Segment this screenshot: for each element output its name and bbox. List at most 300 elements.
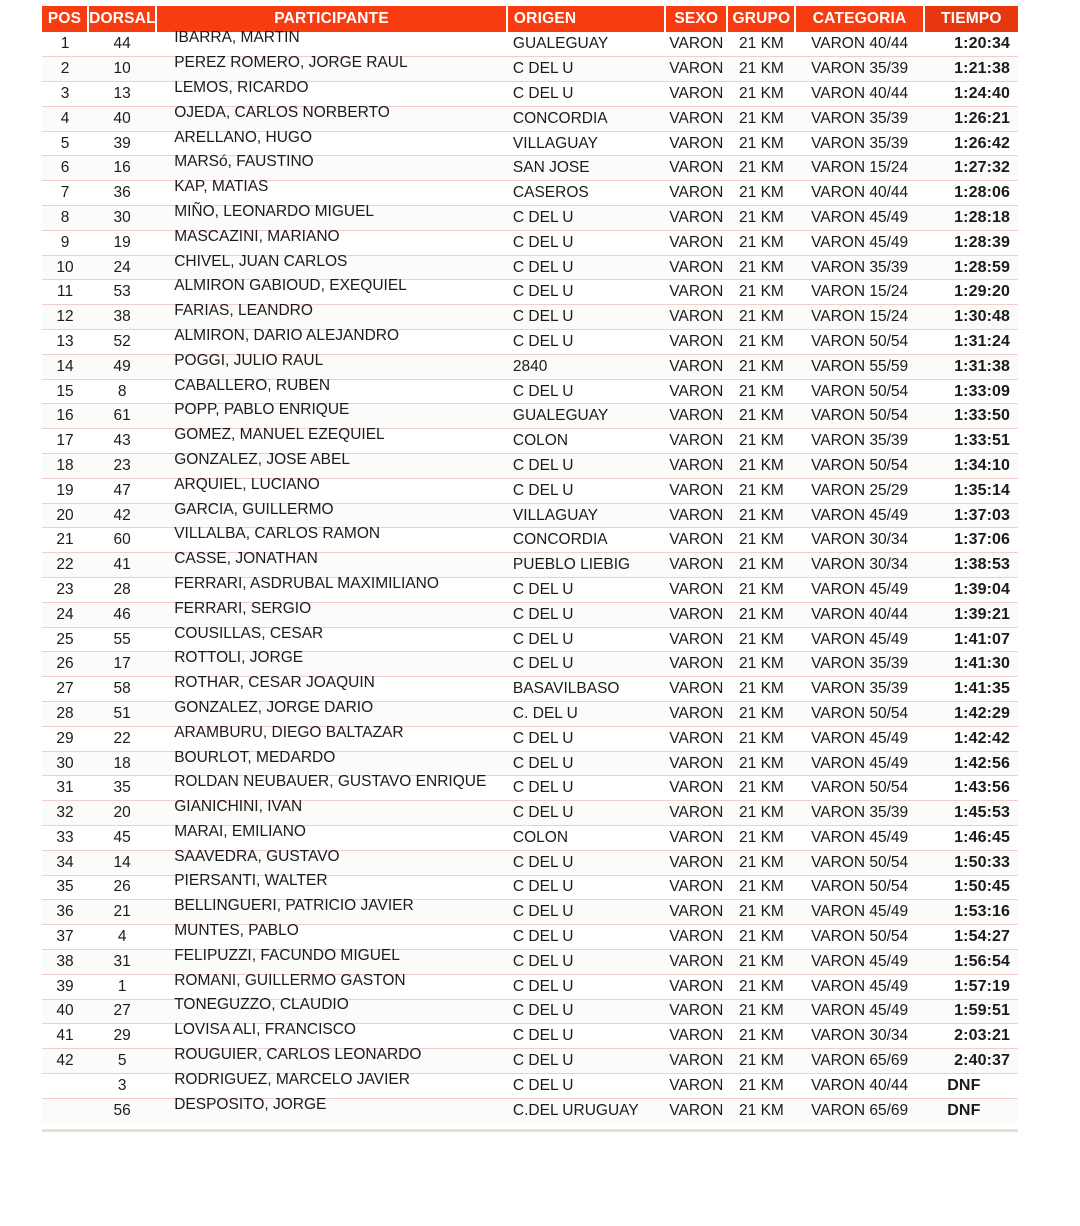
cell-categoria: VARON 45/49: [795, 230, 923, 255]
cell-dorsal: 3: [88, 1073, 156, 1098]
cell-sexo: VARON: [665, 627, 727, 652]
cell-tiempo: 1:41:07: [924, 627, 1018, 652]
cell-categoria: VARON 35/39: [795, 57, 923, 82]
cell-sexo: VARON: [665, 131, 727, 156]
cell-grupo: 21 KM: [727, 230, 795, 255]
participant-name: ARELLANO, HUGO: [174, 128, 313, 146]
cell-categoria: VARON 30/34: [795, 1024, 923, 1049]
cell-sexo: VARON: [665, 528, 727, 553]
cell-grupo: 21 KM: [727, 875, 795, 900]
participant-name: LEMOS, RICARDO: [174, 78, 309, 96]
table-row[interactable]: [42, 305, 1018, 330]
table-row[interactable]: [42, 875, 1018, 900]
cell-pos: 15: [42, 379, 88, 404]
table-row[interactable]: [42, 949, 1018, 974]
cell-tiempo: 2:40:37: [924, 1049, 1018, 1074]
cell-tiempo: 1:37:03: [924, 503, 1018, 528]
cell-categoria: VARON 40/44: [795, 181, 923, 206]
cell-origen: C DEL U: [507, 280, 665, 305]
cell-sexo: VARON: [665, 850, 727, 875]
column-header-dorsal[interactable]: DORSAL: [88, 6, 156, 32]
cell-categoria: VARON 45/49: [795, 726, 923, 751]
cell-tiempo: 1:50:33: [924, 850, 1018, 875]
cell-sexo: VARON: [665, 454, 727, 479]
table-row[interactable]: [42, 206, 1018, 231]
table-row[interactable]: [42, 553, 1018, 578]
cell-sexo: VARON: [665, 553, 727, 578]
cell-tiempo: 1:35:14: [924, 478, 1018, 503]
cell-categoria: VARON 50/54: [795, 454, 923, 479]
cell-dorsal: 30: [88, 206, 156, 231]
cell-tiempo: DNF: [924, 1098, 1018, 1123]
participant-name: ROUGUIER, CARLOS LEONARDO: [174, 1046, 422, 1064]
cell-tiempo: 1:38:53: [924, 553, 1018, 578]
race-results-table: [42, 6, 1018, 1123]
table-row[interactable]: [42, 677, 1018, 702]
table-row[interactable]: [42, 776, 1018, 801]
cell-sexo: VARON: [665, 677, 727, 702]
cell-grupo: 21 KM: [727, 751, 795, 776]
cell-tiempo: 1:26:42: [924, 131, 1018, 156]
table-row[interactable]: [42, 404, 1018, 429]
cell-dorsal: 40: [88, 106, 156, 131]
table-row[interactable]: [42, 1049, 1018, 1074]
table-row[interactable]: [42, 330, 1018, 355]
cell-grupo: 21 KM: [727, 354, 795, 379]
cell-pos: 11: [42, 280, 88, 305]
cell-participante: [156, 946, 507, 974]
cell-origen: C DEL U: [507, 875, 665, 900]
table-row[interactable]: [42, 354, 1018, 379]
cell-sexo: VARON: [665, 478, 727, 503]
participant-name: TONEGUZZO, CLAUDIO: [174, 996, 349, 1014]
cell-origen: VILLAGUAY: [507, 131, 665, 156]
cell-grupo: 21 KM: [727, 602, 795, 627]
table-row[interactable]: [42, 131, 1018, 156]
cell-participante: [156, 302, 507, 330]
table-row[interactable]: [42, 751, 1018, 776]
cell-tiempo: 1:29:20: [924, 280, 1018, 305]
participant-name: CABALLERO, RUBEN: [174, 376, 331, 394]
participant-name: POGGI, JULIO RAUL: [174, 351, 324, 369]
cell-sexo: VARON: [665, 578, 727, 603]
cell-pos: 41: [42, 1024, 88, 1049]
cell-tiempo: 1:28:59: [924, 255, 1018, 280]
cell-tiempo: 1:41:35: [924, 677, 1018, 702]
table-row[interactable]: [42, 106, 1018, 131]
cell-participante: [156, 103, 507, 131]
cell-pos: 29: [42, 726, 88, 751]
cell-categoria: VARON 50/54: [795, 702, 923, 727]
cell-participante: [156, 54, 507, 82]
participant-name: MUNTES, PABLO: [174, 922, 299, 940]
cell-sexo: VARON: [665, 57, 727, 82]
table-row[interactable]: [42, 925, 1018, 950]
cell-participante: [156, 674, 507, 702]
cell-grupo: 21 KM: [727, 32, 795, 57]
cell-pos: 16: [42, 404, 88, 429]
cell-origen: C DEL U: [507, 602, 665, 627]
participant-name: PEREZ ROMERO, JORGE RAUL: [174, 54, 408, 72]
cell-participante: [156, 649, 507, 677]
cell-pos: 40: [42, 999, 88, 1024]
cell-dorsal: 31: [88, 949, 156, 974]
cell-tiempo: 1:46:45: [924, 826, 1018, 851]
table-body: [42, 29, 1018, 1123]
cell-grupo: 21 KM: [727, 801, 795, 826]
table-row[interactable]: [42, 379, 1018, 404]
cell-dorsal: 27: [88, 999, 156, 1024]
cell-pos: 38: [42, 949, 88, 974]
column-header-grupo[interactable]: GRUPO: [727, 6, 795, 32]
cell-dorsal: 16: [88, 156, 156, 181]
cell-dorsal: 46: [88, 602, 156, 627]
cell-dorsal: 39: [88, 131, 156, 156]
cell-tiempo: 1:42:56: [924, 751, 1018, 776]
table-row[interactable]: [42, 32, 1018, 57]
column-header-tiempo[interactable]: TIEMPO: [924, 6, 1018, 32]
table-row[interactable]: [42, 602, 1018, 627]
table-row[interactable]: [42, 429, 1018, 454]
table-row[interactable]: [42, 999, 1018, 1024]
table-row[interactable]: [42, 255, 1018, 280]
cell-pos: 14: [42, 354, 88, 379]
cell-grupo: 21 KM: [727, 974, 795, 999]
cell-categoria: VARON 15/24: [795, 156, 923, 181]
cell-participante: [156, 550, 507, 578]
participant-name: POPP, PABLO ENRIQUE: [174, 401, 350, 419]
cell-origen: C DEL U: [507, 305, 665, 330]
cell-participante: [156, 574, 507, 603]
cell-grupo: 21 KM: [727, 702, 795, 727]
participant-name: GONZALEZ, JORGE DARIO: [174, 698, 374, 716]
cell-grupo: 21 KM: [727, 652, 795, 677]
cell-grupo: 21 KM: [727, 82, 795, 107]
cell-tiempo: 1:59:51: [924, 999, 1018, 1024]
participant-name: CHIVEL, JUAN CARLOS: [174, 252, 348, 270]
cell-origen: C DEL U: [507, 850, 665, 875]
cell-categoria: VARON 50/54: [795, 875, 923, 900]
table-row[interactable]: [42, 726, 1018, 751]
table-row[interactable]: [42, 1024, 1018, 1049]
cell-categoria: VARON 45/49: [795, 826, 923, 851]
table-row[interactable]: [42, 181, 1018, 206]
cell-participante: [156, 252, 507, 280]
table-row[interactable]: [42, 801, 1018, 826]
cell-tiempo: 1:30:48: [924, 305, 1018, 330]
table-row[interactable]: [42, 900, 1018, 925]
participant-name: DESPOSITO, JORGE: [174, 1095, 327, 1113]
cell-origen: GUALEGUAY: [507, 32, 665, 57]
cell-origen: C DEL U: [507, 57, 665, 82]
cell-categoria: VARON 45/49: [795, 578, 923, 603]
cell-participante: [156, 351, 507, 379]
column-header-pos[interactable]: POS: [42, 6, 88, 32]
cell-grupo: 21 KM: [727, 255, 795, 280]
cell-dorsal: 38: [88, 305, 156, 330]
table-row[interactable]: [42, 454, 1018, 479]
cell-pos: 8: [42, 206, 88, 231]
cell-participante: [156, 475, 507, 503]
table-row[interactable]: [42, 1098, 1018, 1123]
cell-tiempo: 1:28:18: [924, 206, 1018, 231]
cell-sexo: VARON: [665, 999, 727, 1024]
table-row[interactable]: [42, 850, 1018, 875]
cell-origen: C DEL U: [507, 949, 665, 974]
cell-tiempo: 1:53:16: [924, 900, 1018, 925]
cell-dorsal: 61: [88, 404, 156, 429]
participant-name: VILLALBA, CARLOS RAMON: [174, 525, 381, 543]
cell-origen: C DEL U: [507, 1024, 665, 1049]
participant-name: RODRIGUEZ, MARCELO JAVIER: [174, 1070, 410, 1088]
cell-sexo: VARON: [665, 726, 727, 751]
cell-pos: 23: [42, 578, 88, 603]
participant-name: ALMIRON GABIOUD, EXEQUIEL: [174, 277, 407, 295]
cell-categoria: VARON 35/39: [795, 131, 923, 156]
cell-pos: 3: [42, 82, 88, 107]
cell-origen: BASAVILBASO: [507, 677, 665, 702]
cell-participante: [156, 1095, 507, 1123]
table-row[interactable]: [42, 82, 1018, 107]
cell-dorsal: 4: [88, 925, 156, 950]
table-row[interactable]: [42, 503, 1018, 528]
cell-categoria: VARON 50/54: [795, 776, 923, 801]
cell-categoria: VARON 35/39: [795, 429, 923, 454]
cell-pos: 24: [42, 602, 88, 627]
cell-sexo: VARON: [665, 652, 727, 677]
cell-categoria: VARON 35/39: [795, 677, 923, 702]
cell-participante: [156, 996, 507, 1024]
cell-categoria: VARON 55/59: [795, 354, 923, 379]
cell-sexo: VARON: [665, 379, 727, 404]
cell-tiempo: 1:50:45: [924, 875, 1018, 900]
cell-tiempo: 1:33:51: [924, 429, 1018, 454]
cell-categoria: VARON 30/34: [795, 553, 923, 578]
cell-grupo: 21 KM: [727, 726, 795, 751]
table-row[interactable]: [42, 156, 1018, 181]
cell-categoria: VARON 40/44: [795, 82, 923, 107]
participant-name: FARIAS, LEANDRO: [174, 302, 313, 320]
cell-pos: 42: [42, 1049, 88, 1074]
cell-participante: [156, 128, 507, 156]
cell-participante: [156, 971, 507, 999]
cell-sexo: VARON: [665, 429, 727, 454]
participant-name: FERRARI, ASDRUBAL MAXIMILIANO: [174, 574, 439, 592]
cell-pos: 22: [42, 553, 88, 578]
table-row[interactable]: [42, 57, 1018, 82]
cell-dorsal: 13: [88, 82, 156, 107]
cell-grupo: 21 KM: [727, 776, 795, 801]
cell-origen: C DEL U: [507, 652, 665, 677]
cell-categoria: VARON 45/49: [795, 974, 923, 999]
cell-sexo: VARON: [665, 181, 727, 206]
cell-origen: C DEL U: [507, 751, 665, 776]
cell-origen: PUEBLO LIEBIG: [507, 553, 665, 578]
column-header-sexo[interactable]: SEXO: [665, 6, 727, 32]
cell-participante: [156, 277, 507, 305]
cell-grupo: 21 KM: [727, 57, 795, 82]
cell-pos: 39: [42, 974, 88, 999]
cell-sexo: VARON: [665, 801, 727, 826]
cell-pos: 12: [42, 305, 88, 330]
cell-categoria: VARON 50/54: [795, 404, 923, 429]
participant-name: KAP, MATIAS: [174, 178, 269, 196]
cell-origen: COLON: [507, 826, 665, 851]
cell-grupo: 21 KM: [727, 206, 795, 231]
cell-dorsal: 14: [88, 850, 156, 875]
table-row[interactable]: [42, 230, 1018, 255]
cell-tiempo: 1:42:42: [924, 726, 1018, 751]
cell-grupo: 21 KM: [727, 181, 795, 206]
cell-pos: 36: [42, 900, 88, 925]
participant-name: PIERSANTI, WALTER: [174, 872, 328, 890]
cell-pos: 25: [42, 627, 88, 652]
cell-grupo: 21 KM: [727, 404, 795, 429]
cell-categoria: VARON 40/44: [795, 602, 923, 627]
cell-dorsal: 17: [88, 652, 156, 677]
cell-sexo: VARON: [665, 751, 727, 776]
cell-dorsal: 24: [88, 255, 156, 280]
cell-participante: [156, 723, 507, 751]
cell-dorsal: 26: [88, 875, 156, 900]
cell-dorsal: 53: [88, 280, 156, 305]
cell-origen: C DEL U: [507, 478, 665, 503]
cell-participante: [156, 376, 507, 404]
cell-participante: [156, 922, 507, 950]
column-header-participante[interactable]: PARTICIPANTE: [156, 6, 507, 32]
cell-dorsal: 51: [88, 702, 156, 727]
cell-pos: 27: [42, 677, 88, 702]
participant-name: FERRARI, SERGIO: [174, 599, 312, 617]
column-header-origen[interactable]: ORIGEN: [507, 6, 665, 32]
cell-origen: C. DEL U: [507, 702, 665, 727]
cell-dorsal: 56: [88, 1098, 156, 1123]
participant-name: BOURLOT, MEDARDO: [174, 748, 336, 766]
participant-name: OJEDA, CARLOS NORBERTO: [174, 103, 390, 121]
cell-categoria: VARON 40/44: [795, 32, 923, 57]
cell-origen: C DEL U: [507, 801, 665, 826]
cell-origen: C DEL U: [507, 999, 665, 1024]
cell-pos: 18: [42, 454, 88, 479]
participant-name: MASCAZINI, MARIANO: [174, 227, 340, 245]
cell-participante: [156, 450, 507, 479]
cell-tiempo: 1:42:29: [924, 702, 1018, 727]
cell-participante: [156, 748, 507, 776]
cell-dorsal: 60: [88, 528, 156, 553]
cell-participante: [156, 29, 507, 57]
table-row[interactable]: [42, 702, 1018, 727]
cell-tiempo: 1:39:21: [924, 602, 1018, 627]
table-row[interactable]: [42, 528, 1018, 553]
cell-sexo: VARON: [665, 776, 727, 801]
cell-categoria: VARON 15/24: [795, 280, 923, 305]
cell-dorsal: 28: [88, 578, 156, 603]
cell-pos: 35: [42, 875, 88, 900]
cell-dorsal: 43: [88, 429, 156, 454]
table-row[interactable]: [42, 826, 1018, 851]
cell-participante: [156, 202, 507, 231]
table-row[interactable]: [42, 974, 1018, 999]
cell-pos: 37: [42, 925, 88, 950]
cell-grupo: 21 KM: [727, 478, 795, 503]
cell-participante: [156, 500, 507, 528]
cell-grupo: 21 KM: [727, 578, 795, 603]
cell-sexo: VARON: [665, 404, 727, 429]
cell-origen: C DEL U: [507, 1049, 665, 1074]
participant-name: MIÑO, LEONARDO MIGUEL: [174, 202, 375, 220]
cell-categoria: VARON 45/49: [795, 503, 923, 528]
cell-origen: SAN JOSE: [507, 156, 665, 181]
cell-grupo: 21 KM: [727, 503, 795, 528]
cell-origen: CONCORDIA: [507, 528, 665, 553]
participant-name: ROLDAN NEUBAUER, GUSTAVO ENRIQUE: [174, 773, 487, 791]
cell-origen: C DEL U: [507, 627, 665, 652]
cell-dorsal: 22: [88, 726, 156, 751]
cell-origen: GUALEGUAY: [507, 404, 665, 429]
cell-sexo: VARON: [665, 156, 727, 181]
cell-pos: 10: [42, 255, 88, 280]
cell-dorsal: 10: [88, 57, 156, 82]
cell-dorsal: 47: [88, 478, 156, 503]
cell-categoria: VARON 35/39: [795, 652, 923, 677]
cell-pos: 9: [42, 230, 88, 255]
cell-sexo: VARON: [665, 255, 727, 280]
table-row[interactable]: [42, 478, 1018, 503]
participant-name: ROTTOLI, JORGE: [174, 649, 304, 667]
cell-sexo: VARON: [665, 354, 727, 379]
cell-dorsal: 55: [88, 627, 156, 652]
cell-categoria: VARON 35/39: [795, 801, 923, 826]
cell-grupo: 21 KM: [727, 925, 795, 950]
cell-categoria: VARON 15/24: [795, 305, 923, 330]
cell-participante: [156, 698, 507, 727]
cell-tiempo: 1:54:27: [924, 925, 1018, 950]
cell-tiempo: 1:24:40: [924, 82, 1018, 107]
cell-sexo: VARON: [665, 974, 727, 999]
table-row[interactable]: [42, 652, 1018, 677]
table-row[interactable]: [42, 578, 1018, 603]
cell-sexo: VARON: [665, 305, 727, 330]
table-row[interactable]: [42, 627, 1018, 652]
cell-participante: [156, 624, 507, 652]
cell-categoria: VARON 50/54: [795, 925, 923, 950]
column-header-categoria[interactable]: CATEGORIA: [795, 6, 923, 32]
cell-origen: C.DEL URUGUAY: [507, 1098, 665, 1123]
cell-origen: C DEL U: [507, 776, 665, 801]
cell-participante: [156, 872, 507, 900]
cell-participante: [156, 599, 507, 627]
cell-tiempo: 1:41:30: [924, 652, 1018, 677]
participant-name: ALMIRON, DARIO ALEJANDRO: [174, 326, 400, 344]
cell-pos: 7: [42, 181, 88, 206]
cell-grupo: 21 KM: [727, 677, 795, 702]
table-row[interactable]: [42, 1073, 1018, 1098]
cell-origen: C DEL U: [507, 726, 665, 751]
cell-grupo: 21 KM: [727, 1049, 795, 1074]
table-row[interactable]: [42, 280, 1018, 305]
cell-dorsal: 42: [88, 503, 156, 528]
cell-pos: 28: [42, 702, 88, 727]
cell-sexo: VARON: [665, 949, 727, 974]
participant-name: COUSILLAS, CESAR: [174, 624, 324, 642]
cell-pos: 21: [42, 528, 88, 553]
cell-tiempo: 1:43:56: [924, 776, 1018, 801]
cell-participante: [156, 798, 507, 826]
cell-grupo: 21 KM: [727, 553, 795, 578]
cell-origen: C DEL U: [507, 330, 665, 355]
cell-grupo: 21 KM: [727, 156, 795, 181]
cell-tiempo: 1:31:38: [924, 354, 1018, 379]
